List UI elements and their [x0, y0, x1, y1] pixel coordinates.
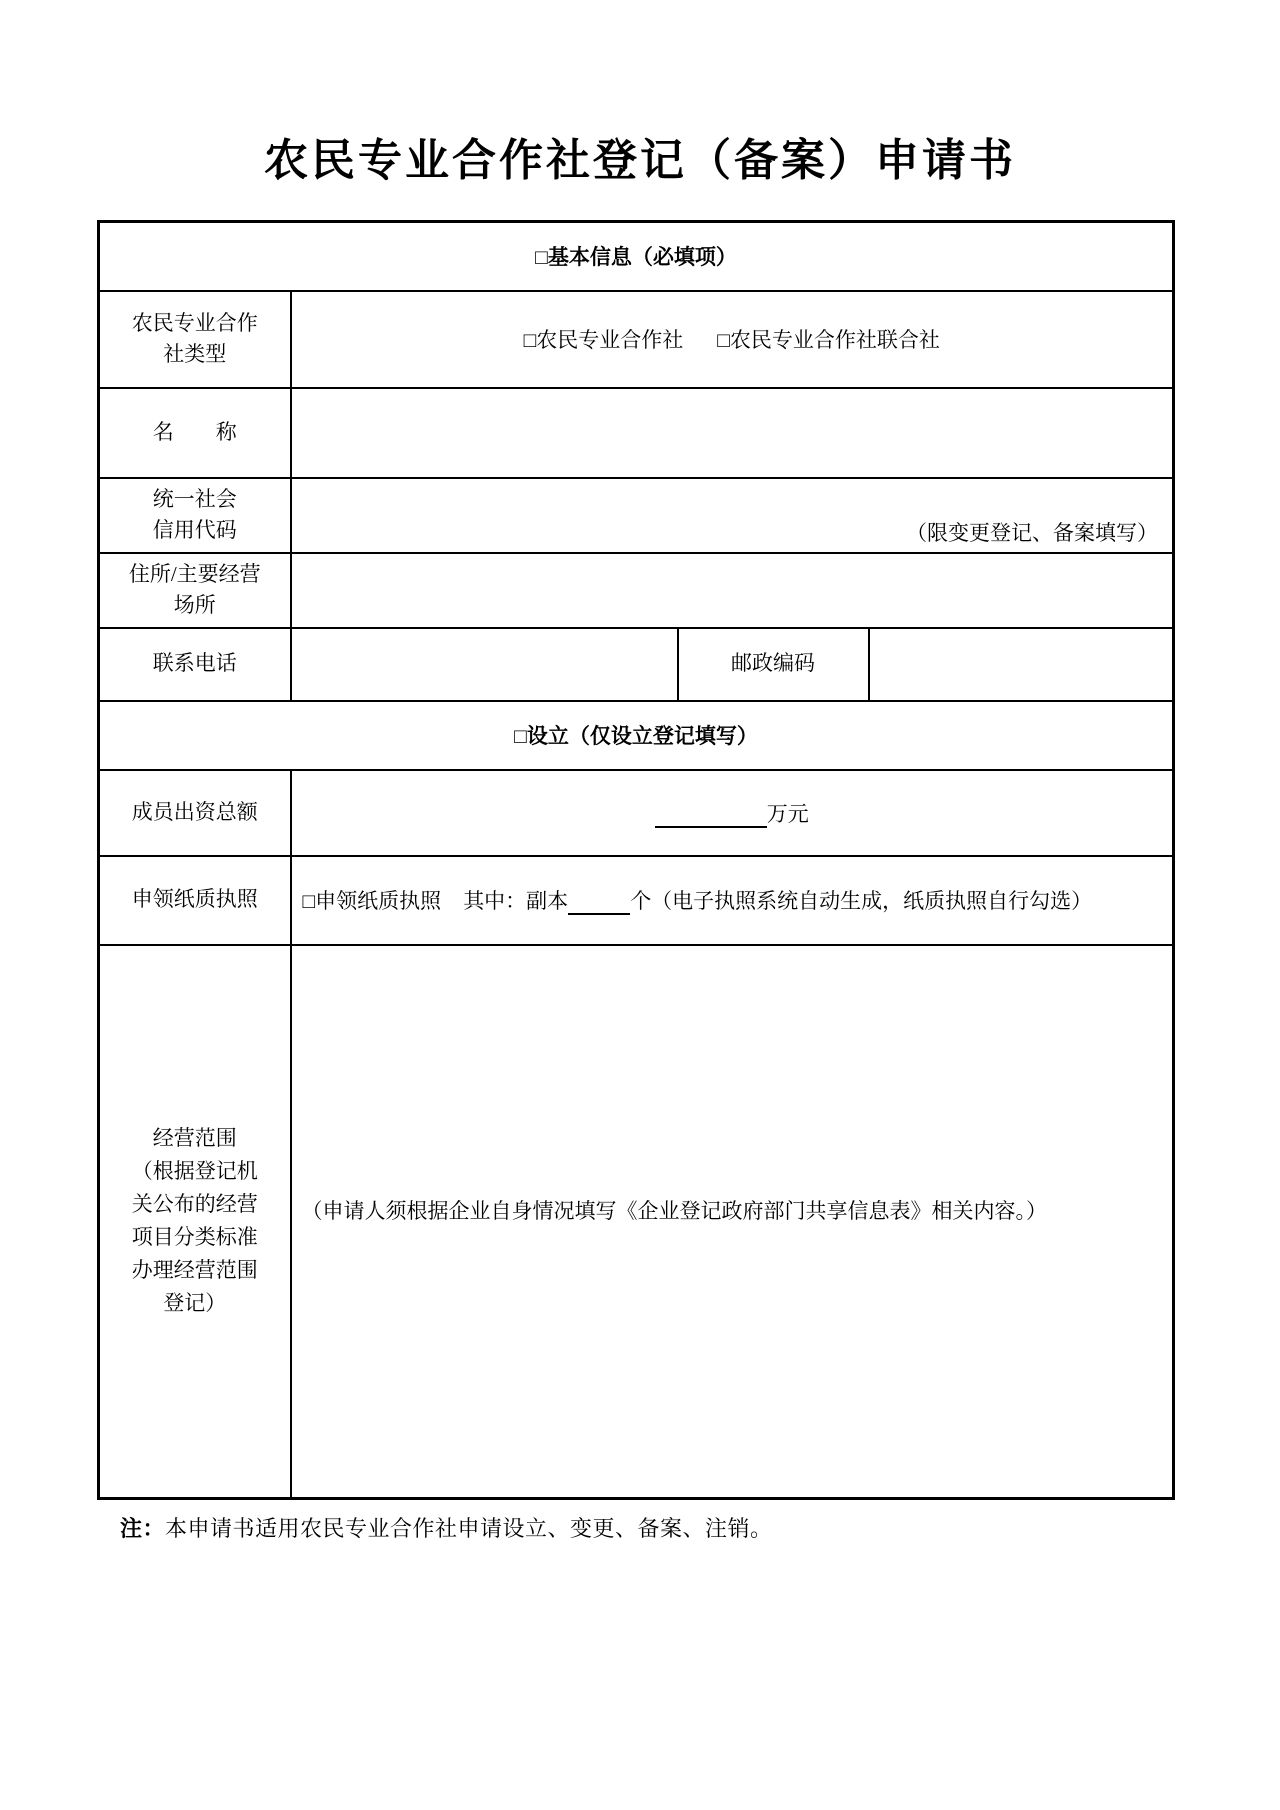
address-row: [99, 553, 1174, 628]
coop-type-options-cell: [291, 291, 1174, 388]
credit-code-row: [99, 478, 1174, 553]
capital-label: 成员出资总额: [99, 770, 291, 856]
coop-type-label: 农民专业合作 社类型: [99, 291, 291, 388]
license-row: [99, 856, 1174, 945]
capital-content-cell: [291, 770, 1174, 856]
phone-label: 联系电话: [99, 628, 291, 701]
business-scope-input-cell[interactable]: [291, 945, 1174, 1499]
license-tail-text: 个（电子执照系统自动生成，纸质执照自行勾选）: [630, 889, 1093, 913]
postal-code-input-cell[interactable]: [869, 628, 1174, 701]
basic-info-section-header: [99, 222, 1174, 291]
business-scope-note: （申请人须根据企业自身情况填写《企业登记政府部门共享信息表》相关内容。）: [301, 1199, 1047, 1224]
setup-checkbox[interactable]: □: [514, 725, 527, 748]
capital-row: [99, 770, 1174, 856]
setup-header-label: 设立（仅设立登记填写）: [526, 725, 758, 748]
contact-row: [99, 628, 1174, 701]
license-copies-text: 其中：副本: [463, 889, 569, 913]
business-scope-row: [99, 945, 1174, 1499]
address-label: 住所/主要经营 场所: [99, 553, 291, 628]
license-label: 申领纸质执照: [99, 856, 291, 945]
application-form-table: [97, 220, 1175, 1500]
setup-header-row: [99, 701, 1174, 770]
credit-code-input-cell[interactable]: [291, 478, 1174, 553]
license-content-cell: [291, 856, 1174, 945]
license-checkbox-option[interactable]: □申领纸质执照: [302, 889, 442, 913]
name-input-cell[interactable]: [291, 388, 1174, 478]
coop-type-option-cooperative[interactable]: □农民专业合作社: [523, 328, 684, 352]
footnote-text: 本申请书适用农民专业合作社申请设立、变更、备案、注销。: [165, 1516, 773, 1541]
credit-code-hint: （限变更登记、备案填写）: [906, 520, 1158, 545]
postal-code-label: 邮政编码: [678, 628, 869, 701]
business-scope-label: 经营范围 （根据登记机 关公布的经营 项目分类标准 办理经营范围 登记）: [99, 945, 291, 1499]
capital-unit-label: 万元: [766, 801, 809, 826]
license-copies-blank[interactable]: [568, 890, 630, 915]
coop-type-row: [99, 291, 1174, 388]
basic-info-header-row: [99, 222, 1174, 291]
footnote-label: 注：: [120, 1516, 166, 1541]
capital-amount-blank[interactable]: [655, 803, 767, 828]
name-row: [99, 388, 1174, 478]
page-title: 农民专业合作社登记（备案）申请书: [264, 136, 1016, 185]
name-label: 名 称: [99, 388, 291, 478]
coop-type-option-union[interactable]: □农民专业合作社联合社: [717, 328, 940, 352]
address-input-cell[interactable]: [291, 553, 1174, 628]
phone-input-cell[interactable]: [291, 628, 678, 701]
basic-info-header-label: 基本信息（必填项）: [547, 246, 737, 270]
credit-code-label: 统一社会 信用代码: [99, 478, 291, 553]
basic-info-checkbox[interactable]: □: [535, 246, 548, 270]
footnote: [120, 1512, 773, 1543]
setup-section-header: [99, 701, 1174, 770]
